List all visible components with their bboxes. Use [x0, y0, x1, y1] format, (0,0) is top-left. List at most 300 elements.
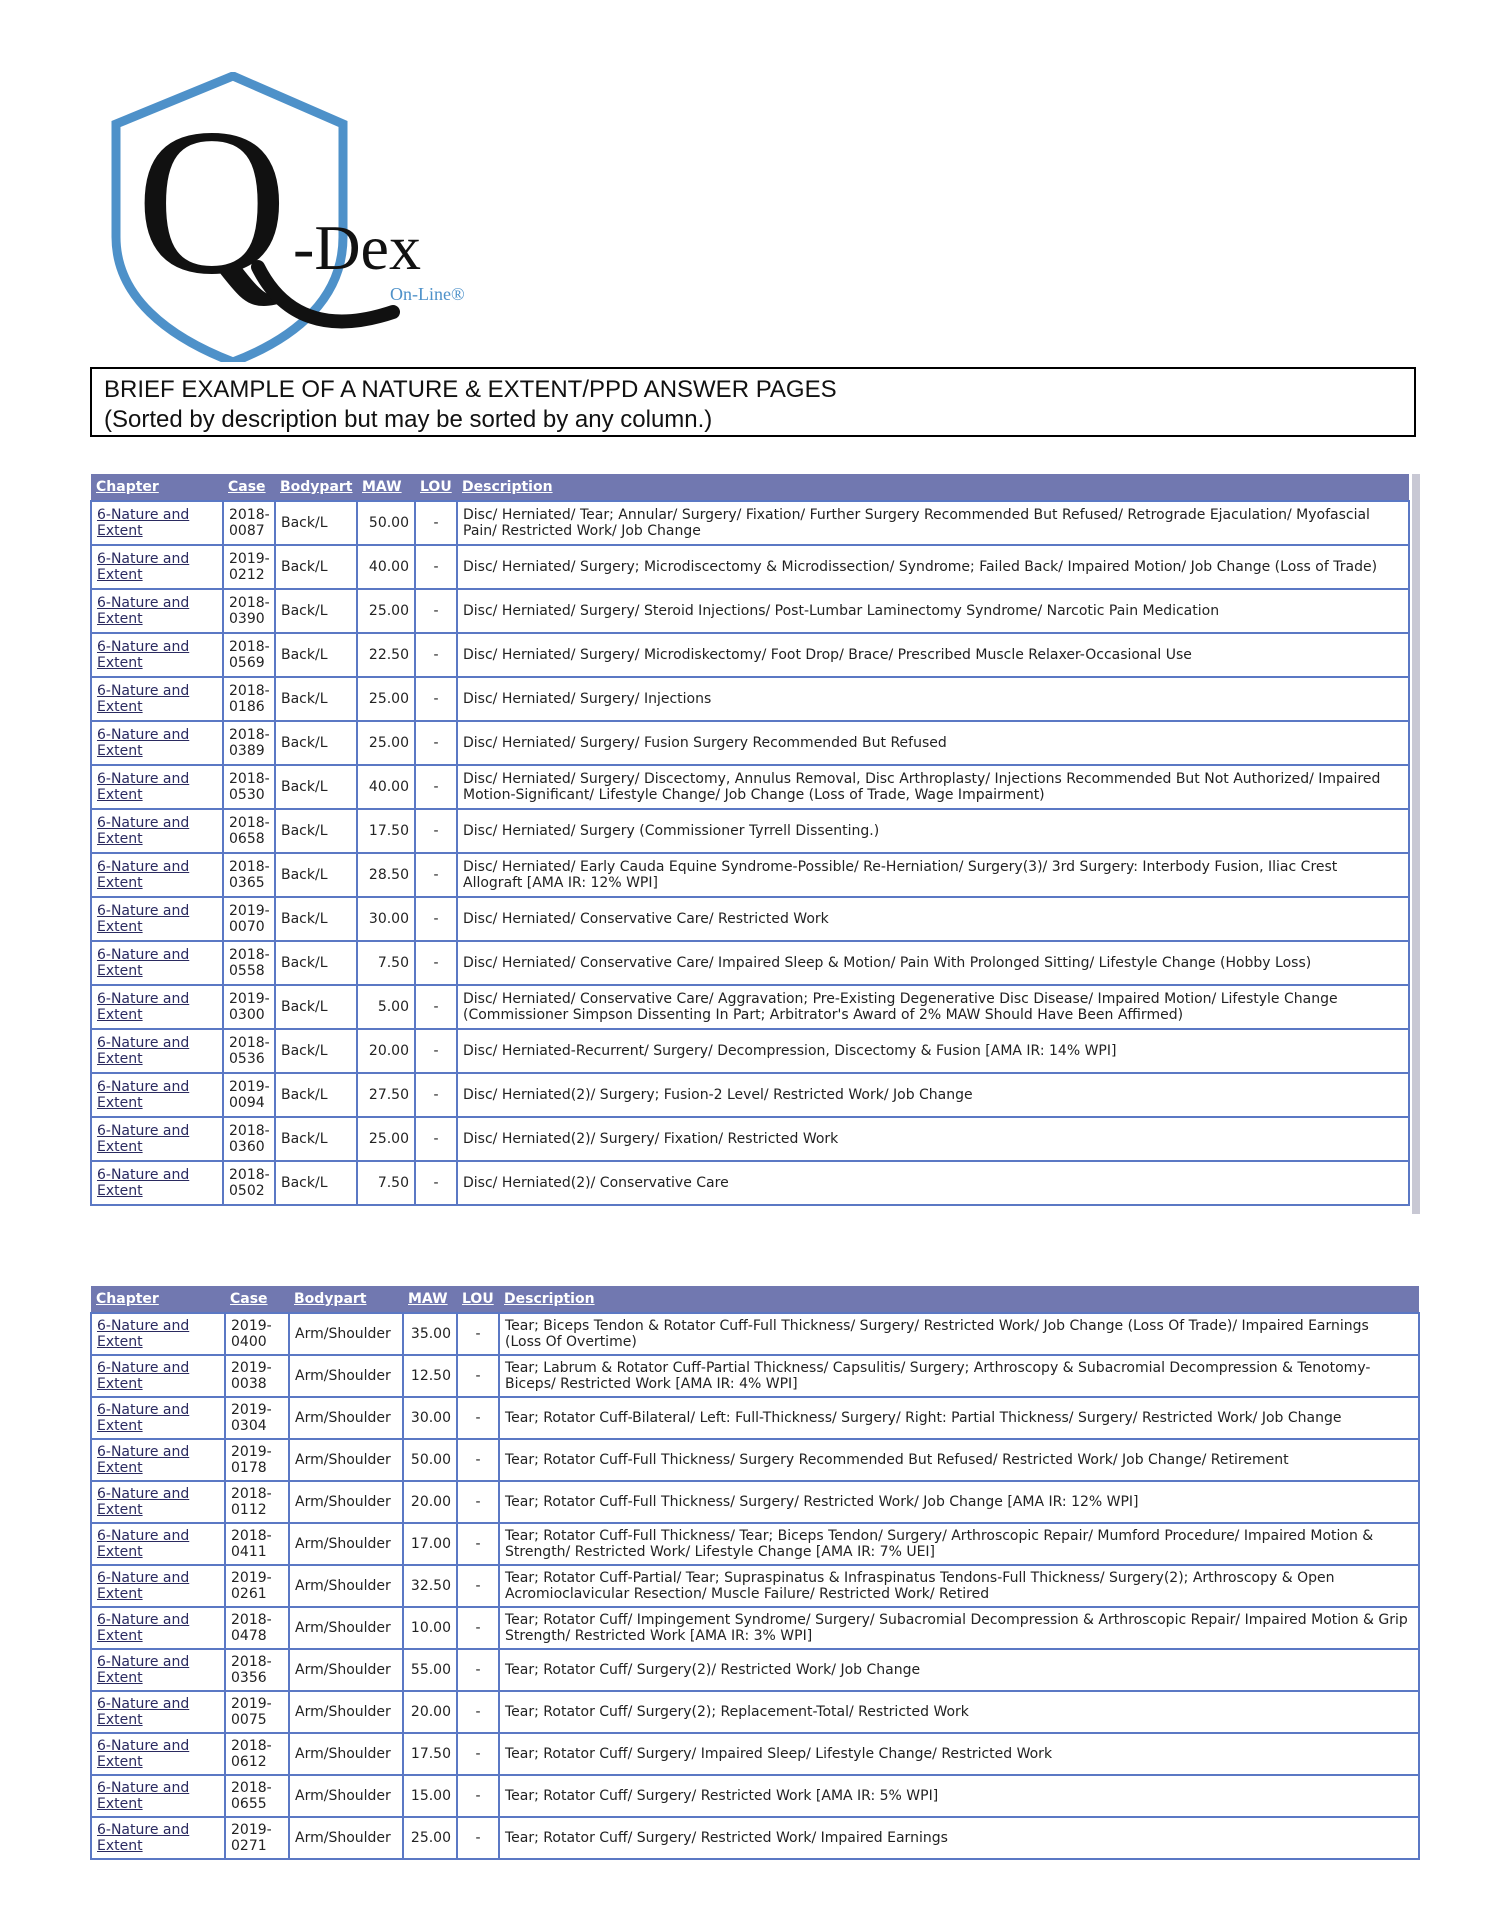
maw-cell: 20.00 [403, 1691, 457, 1733]
chapter-link[interactable] [97, 1444, 189, 1476]
description-line-1: Tear; Rotator Cuff-Full Thickness/ Surgery/ Restricted Work/ Job Change [AMA IR: 12% WPI] [505, 1494, 1139, 1510]
bodypart-cell: Arm/Shoulder [289, 1733, 403, 1775]
lou-cell: - [457, 1775, 499, 1817]
description-line-2: Allograft [AMA IR: 12% WPI] [463, 875, 658, 891]
case-number: 0536 [229, 1051, 265, 1067]
chapter-link-line-1: 6-Nature and [97, 1528, 190, 1544]
chapter-link-line-1: 6-Nature and [97, 859, 190, 875]
chapter-link[interactable] [97, 991, 189, 1023]
chapter-cell [91, 1523, 225, 1565]
lou-cell: - [415, 677, 457, 721]
bodypart-cell: Arm/Shoulder [289, 1355, 403, 1397]
description-line-1: Disc/ Herniated/ Surgery (Commissioner Tyrrell Dissenting.) [463, 823, 880, 839]
description-line-2: (Commissioner Simpson Dissenting In Part; Arbitrator's Award of 2% MAW Should Have Been Affirmed) [463, 1007, 1184, 1023]
case-number: 0478 [231, 1628, 267, 1644]
case-year: 2019- [231, 1822, 272, 1838]
chapter-link-line-2: Extent [97, 655, 143, 671]
maw-cell: 17.50 [357, 809, 415, 853]
case-number: 0038 [231, 1376, 267, 1392]
case-number: 0356 [231, 1670, 267, 1686]
lou-cell: - [457, 1355, 499, 1397]
bodypart-cell: Back/L [275, 501, 357, 545]
case-cell [223, 941, 275, 985]
q-dex-logo-graphic [108, 72, 498, 362]
lou-cell: - [415, 545, 457, 589]
chapter-link-line-1: 6-Nature and [97, 1402, 190, 1418]
case-number: 0087 [229, 523, 265, 539]
bodypart-cell: Back/L [275, 985, 357, 1029]
lou-cell: - [457, 1691, 499, 1733]
chapter-link-line-2: Extent [97, 1754, 143, 1770]
description-cell [499, 1607, 1419, 1649]
chapter-link-line-2: Extent [97, 523, 143, 539]
chapter-link-line-2: Extent [97, 1376, 143, 1392]
lou-cell: - [457, 1817, 499, 1859]
chapter-link[interactable] [97, 1822, 189, 1854]
chapter-cell [91, 941, 223, 985]
case-cell [225, 1649, 289, 1691]
chapter-link[interactable] [97, 1123, 189, 1155]
description-cell [457, 853, 1409, 897]
maw-column-header[interactable]: MAW [403, 1286, 457, 1313]
table-row [91, 1029, 1409, 1073]
case-number: 0112 [231, 1502, 267, 1518]
chapter-link-line-1: 6-Nature and [97, 1822, 190, 1838]
table-row [91, 1607, 1419, 1649]
maw-cell: 30.00 [403, 1397, 457, 1439]
table-row [91, 1649, 1419, 1691]
chapter-link-line-2: Extent [97, 743, 143, 759]
chapter-cell [91, 1161, 223, 1205]
maw-cell: 10.00 [403, 1607, 457, 1649]
chapter-cell [91, 985, 223, 1029]
table-row [91, 941, 1409, 985]
chapter-link[interactable] [97, 771, 189, 803]
maw-cell: 7.50 [357, 1161, 415, 1205]
chapter-link[interactable] [97, 551, 189, 583]
chapter-link[interactable] [97, 1612, 189, 1644]
logo-subtitle: On-Line® [390, 284, 465, 304]
description-cell [499, 1397, 1419, 1439]
bodypart-cell: Arm/Shoulder [289, 1607, 403, 1649]
chapter-link[interactable] [97, 1402, 189, 1434]
description-line-1: Disc/ Herniated(2)/ Surgery; Fusion-2 Level/ Restricted Work/ Job Change [463, 1087, 973, 1103]
chapter-link-line-1: 6-Nature and [97, 1612, 190, 1628]
lou-cell: - [415, 1117, 457, 1161]
maw-cell: 5.00 [357, 985, 415, 1029]
chapter-link-line-1: 6-Nature and [97, 947, 190, 963]
case-number: 0094 [229, 1095, 265, 1111]
lou-cell: - [415, 1161, 457, 1205]
chapter-cell [91, 1117, 223, 1161]
chapter-link[interactable] [97, 1780, 189, 1812]
table-row [91, 1161, 1409, 1205]
chapter-link-line-1: 6-Nature and [97, 1696, 190, 1712]
table-row [91, 985, 1409, 1029]
chapter-link-line-2: Extent [97, 1139, 143, 1155]
maw-cell: 30.00 [357, 897, 415, 941]
chapter-cell [91, 677, 223, 721]
lou-cell: - [457, 1565, 499, 1607]
case-column-header[interactable]: Case [225, 1286, 289, 1313]
maw-cell: 20.00 [357, 1029, 415, 1073]
maw-column-header[interactable]: MAW [357, 474, 415, 501]
description-cell [499, 1649, 1419, 1691]
lou-column-header[interactable]: LOU [457, 1286, 499, 1313]
chapter-link[interactable] [97, 1035, 189, 1067]
case-cell [223, 545, 275, 589]
chapter-link[interactable] [97, 1167, 189, 1199]
chapter-cell [91, 1607, 225, 1649]
lou-cell: - [415, 809, 457, 853]
description-cell [457, 1073, 1409, 1117]
bodypart-cell: Back/L [275, 545, 357, 589]
description-cell [457, 633, 1409, 677]
chapter-link[interactable] [97, 947, 189, 979]
case-number: 0261 [231, 1586, 267, 1602]
chapter-cell [91, 721, 223, 765]
chapter-cell [91, 501, 223, 545]
chapter-link-line-2: Extent [97, 1796, 143, 1812]
chapter-cell [91, 1565, 225, 1607]
case-cell [223, 677, 275, 721]
chapter-link-line-2: Extent [97, 699, 143, 715]
description-line-1: Disc/ Herniated/ Conservative Care/ Impaired Sleep & Motion/ Pain With Prolonged Sitting/ Lifestyle Change (Hobby Loss) [463, 955, 1312, 971]
description-line-1: Tear; Rotator Cuff/ Surgery(2); Replacement-Total/ Restricted Work [505, 1704, 969, 1720]
maw-cell: 20.00 [403, 1481, 457, 1523]
maw-cell: 32.50 [403, 1565, 457, 1607]
chapter-cell [91, 809, 223, 853]
chapter-link-line-2: Extent [97, 1586, 143, 1602]
case-column-header[interactable]: Case [223, 474, 275, 501]
case-number: 0300 [229, 1007, 265, 1023]
bodypart-column-header[interactable]: Bodypart [275, 474, 357, 501]
bodypart-cell: Back/L [275, 853, 357, 897]
description-line-1: Tear; Rotator Cuff-Partial/ Tear; Supraspinatus & Infraspinatus Tendons-Full Thickness/ Surgery(2); Arthroscopy & Open [505, 1570, 1335, 1586]
bodypart-cell: Arm/Shoulder [289, 1439, 403, 1481]
table-row [91, 1775, 1419, 1817]
description-cell [457, 589, 1409, 633]
bodypart-cell: Back/L [275, 809, 357, 853]
lou-cell: - [415, 589, 457, 633]
case-cell [223, 633, 275, 677]
description-cell [499, 1481, 1419, 1523]
chapter-link-line-2: Extent [97, 1051, 143, 1067]
chapter-column-header[interactable]: Chapter [91, 1286, 225, 1313]
table-row [91, 809, 1409, 853]
chapter-link-line-1: 6-Nature and [97, 1035, 190, 1051]
q-dex-logo [108, 72, 498, 362]
case-cell [223, 985, 275, 1029]
description-cell [457, 501, 1409, 545]
chapter-link[interactable] [97, 903, 189, 935]
lou-cell: - [457, 1481, 499, 1523]
description-line-1: Tear; Rotator Cuff/ Surgery/ Restricted Work [AMA IR: 5% WPI] [505, 1788, 939, 1804]
table-row [91, 765, 1409, 809]
case-number: 0186 [229, 699, 265, 715]
maw-cell: 12.50 [403, 1355, 457, 1397]
description-line-1: Disc/ Herniated/ Surgery/ Fusion Surgery Recommended But Refused [463, 735, 947, 751]
title-box [90, 367, 1416, 437]
case-cell [225, 1607, 289, 1649]
table-row [91, 633, 1409, 677]
maw-cell: 15.00 [403, 1775, 457, 1817]
bodypart-column-header[interactable]: Bodypart [289, 1286, 403, 1313]
chapter-cell [91, 1029, 223, 1073]
description-cell [499, 1775, 1419, 1817]
case-cell [225, 1817, 289, 1859]
case-year: 2019- [229, 903, 270, 919]
case-cell [225, 1775, 289, 1817]
bodypart-cell: Back/L [275, 589, 357, 633]
table-row [91, 1481, 1419, 1523]
description-line-1: Tear; Rotator Cuff-Full Thickness/ Tear; Biceps Tendon/ Surgery/ Arthroscopic Repair/ Mumford Procedure/ Impaired Motion & [505, 1528, 1374, 1544]
maw-cell: 25.00 [357, 1117, 415, 1161]
description-cell [457, 677, 1409, 721]
case-year: 2019- [231, 1570, 272, 1586]
bodypart-cell: Arm/Shoulder [289, 1565, 403, 1607]
chapter-link[interactable] [97, 683, 189, 715]
table-row [91, 501, 1409, 545]
maw-cell: 55.00 [403, 1649, 457, 1691]
case-number: 0502 [229, 1183, 265, 1199]
chapter-link[interactable] [97, 1486, 189, 1518]
description-line-2: (Loss Of Overtime) [505, 1334, 637, 1350]
chapter-cell [91, 1775, 225, 1817]
table-row [91, 589, 1409, 633]
case-year: 2018- [229, 771, 270, 787]
description-line-2: Acromioclavicular Resection/ Muscle Failure/ Restricted Work/ Retired [505, 1586, 990, 1602]
chapter-link[interactable] [97, 859, 189, 891]
case-cell [223, 1073, 275, 1117]
description-line-1: Disc/ Herniated/ Conservative Care/ Aggravation; Pre-Existing Degenerative Disc Disease/ Impaired Motion/ Lifestyle Change [463, 991, 1338, 1007]
description-column-header[interactable]: Description [457, 474, 1409, 501]
maw-cell: 27.50 [357, 1073, 415, 1117]
description-cell [457, 545, 1409, 589]
chapter-link-line-2: Extent [97, 1095, 143, 1111]
description-cell [457, 941, 1409, 985]
description-cell [457, 721, 1409, 765]
description-line-1: Tear; Rotator Cuff/ Surgery/ Restricted Work/ Impaired Earnings [505, 1830, 948, 1846]
shoulder-results-panel [90, 1286, 1420, 1866]
case-cell [225, 1523, 289, 1565]
case-year: 2018- [229, 595, 270, 611]
lou-cell: - [457, 1607, 499, 1649]
description-cell [457, 1029, 1409, 1073]
case-cell [223, 765, 275, 809]
description-cell [457, 1161, 1409, 1205]
chapter-link-line-1: 6-Nature and [97, 815, 190, 831]
back-results-table [90, 474, 1410, 1206]
description-line-1: Disc/ Herniated/ Conservative Care/ Restricted Work [463, 911, 829, 927]
chapter-link-line-2: Extent [97, 1460, 143, 1476]
chapter-link-line-2: Extent [97, 875, 143, 891]
vertical-scrollbar[interactable] [1412, 474, 1420, 1214]
chapter-cell [91, 589, 223, 633]
bodypart-cell: Back/L [275, 721, 357, 765]
chapter-link-line-2: Extent [97, 831, 143, 847]
case-number: 0530 [229, 787, 265, 803]
description-cell [499, 1691, 1419, 1733]
bodypart-cell: Arm/Shoulder [289, 1397, 403, 1439]
back-results-panel [90, 474, 1420, 1214]
bodypart-cell: Back/L [275, 765, 357, 809]
table-row [91, 853, 1409, 897]
chapter-cell [91, 1355, 225, 1397]
case-year: 2018- [229, 639, 270, 655]
maw-cell: 50.00 [357, 501, 415, 545]
chapter-link[interactable] [97, 727, 189, 759]
chapter-column-header[interactable]: Chapter [91, 474, 223, 501]
bodypart-cell: Arm/Shoulder [289, 1817, 403, 1859]
case-number: 0569 [229, 655, 265, 671]
case-number: 0360 [229, 1139, 265, 1155]
table-row [91, 1397, 1419, 1439]
description-cell [499, 1313, 1419, 1355]
chapter-link[interactable] [97, 1738, 189, 1770]
case-year: 2018- [231, 1780, 272, 1796]
chapter-link-line-1: 6-Nature and [97, 1738, 190, 1754]
description-line-1: Disc/ Herniated(2)/ Surgery/ Fixation/ Restricted Work [463, 1131, 839, 1147]
case-number: 0389 [229, 743, 265, 759]
table-row [91, 677, 1409, 721]
description-cell [499, 1733, 1419, 1775]
description-line-2: Motion-Significant/ Lifestyle Change/ Job Change (Loss of Trade, Wage Impairment) [463, 787, 1045, 803]
chapter-cell [91, 633, 223, 677]
chapter-link[interactable] [97, 1654, 189, 1686]
chapter-link[interactable] [97, 507, 189, 539]
maw-cell: 40.00 [357, 545, 415, 589]
chapter-link-line-1: 6-Nature and [97, 771, 190, 787]
maw-cell: 25.00 [357, 677, 415, 721]
chapter-link-line-2: Extent [97, 1502, 143, 1518]
description-line-1: Disc/ Herniated/ Surgery/ Microdiskectomy/ Foot Drop/ Brace/ Prescribed Muscle Relaxer-Occasional Use [463, 647, 1192, 663]
logo-name: -Dex [293, 212, 421, 283]
chapter-cell [91, 897, 223, 941]
case-number: 0400 [231, 1334, 267, 1350]
chapter-link[interactable] [97, 1318, 189, 1350]
bodypart-cell: Arm/Shoulder [289, 1691, 403, 1733]
bodypart-cell: Arm/Shoulder [289, 1523, 403, 1565]
case-cell [223, 501, 275, 545]
lou-column-header[interactable]: LOU [415, 474, 457, 501]
chapter-link-line-1: 6-Nature and [97, 683, 190, 699]
maw-cell: 50.00 [403, 1439, 457, 1481]
case-year: 2018- [231, 1528, 272, 1544]
title-line-2: (Sorted by description but may be sorted by any column.) [104, 406, 713, 433]
chapter-link-line-2: Extent [97, 1183, 143, 1199]
chapter-link-line-1: 6-Nature and [97, 1360, 190, 1376]
chapter-link-line-1: 6-Nature and [97, 1079, 190, 1095]
chapter-cell [91, 1397, 225, 1439]
table-row [91, 721, 1409, 765]
case-cell [225, 1313, 289, 1355]
table-row [91, 1523, 1419, 1565]
lou-cell: - [457, 1313, 499, 1355]
chapter-link-line-2: Extent [97, 1544, 143, 1560]
table-row [91, 1313, 1419, 1355]
maw-cell: 22.50 [357, 633, 415, 677]
lou-cell: - [415, 853, 457, 897]
lou-cell: - [415, 765, 457, 809]
table-row [91, 1073, 1409, 1117]
maw-cell: 17.50 [403, 1733, 457, 1775]
table-row [91, 897, 1409, 941]
table-row [91, 1733, 1419, 1775]
maw-cell: 35.00 [403, 1313, 457, 1355]
description-line-2: Strength/ Restricted Work/ Lifestyle Change [AMA IR: 7% UEI] [505, 1544, 936, 1560]
case-cell [223, 1029, 275, 1073]
chapter-link[interactable] [97, 639, 189, 671]
description-line-2: Pain/ Restricted Work/ Job Change [463, 523, 701, 539]
chapter-link-line-2: Extent [97, 1334, 143, 1350]
maw-cell: 25.00 [403, 1817, 457, 1859]
description-line-1: Disc/ Herniated/ Early Cauda Equine Syndrome-Possible/ Re-Herniation/ Surgery(3)/ 3rd Surgery: Interbody Fusion, Iliac Crest [463, 859, 1338, 875]
bodypart-cell: Arm/Shoulder [289, 1775, 403, 1817]
chapter-link-line-2: Extent [97, 963, 143, 979]
table-row [91, 1565, 1419, 1607]
chapter-link-line-2: Extent [97, 1670, 143, 1686]
description-line-2: Biceps/ Restricted Work [AMA IR: 4% WPI] [505, 1376, 798, 1392]
table-row [91, 1117, 1409, 1161]
case-cell [225, 1733, 289, 1775]
bodypart-cell: Back/L [275, 677, 357, 721]
chapter-link-line-1: 6-Nature and [97, 639, 190, 655]
case-cell [223, 1117, 275, 1161]
lou-cell: - [457, 1649, 499, 1691]
case-year: 2018- [229, 1035, 270, 1051]
title-line-1: BRIEF EXAMPLE OF A NATURE & EXTENT/PPD ANSWER PAGES [104, 376, 837, 403]
chapter-link-line-1: 6-Nature and [97, 1123, 190, 1139]
chapter-link-line-1: 6-Nature and [97, 1486, 190, 1502]
chapter-link-line-1: 6-Nature and [97, 595, 190, 611]
chapter-link-line-1: 6-Nature and [97, 1444, 190, 1460]
chapter-link[interactable] [97, 595, 189, 627]
bodypart-cell: Back/L [275, 897, 357, 941]
shoulder-results-table [90, 1286, 1420, 1860]
chapter-cell [91, 765, 223, 809]
description-cell [499, 1523, 1419, 1565]
case-year: 2019- [229, 1079, 270, 1095]
chapter-link[interactable] [97, 1360, 189, 1392]
chapter-link-line-1: 6-Nature and [97, 1167, 190, 1183]
description-line-1: Disc/ Herniated-Recurrent/ Surgery/ Decompression, Discectomy & Fusion [AMA IR: 14% WPI] [463, 1043, 1117, 1059]
chapter-link[interactable] [97, 815, 189, 847]
chapter-link[interactable] [97, 1079, 189, 1111]
case-number: 0178 [231, 1460, 267, 1476]
description-column-header[interactable]: Description [499, 1286, 1419, 1313]
bodypart-cell: Back/L [275, 1161, 357, 1205]
description-cell [499, 1355, 1419, 1397]
chapter-cell [91, 1733, 225, 1775]
chapter-cell [91, 1817, 225, 1859]
chapter-link[interactable] [97, 1570, 189, 1602]
maw-cell: 28.50 [357, 853, 415, 897]
description-cell [499, 1439, 1419, 1481]
chapter-cell [91, 1439, 225, 1481]
bodypart-cell: Arm/Shoulder [289, 1481, 403, 1523]
case-cell [225, 1691, 289, 1733]
chapter-link[interactable] [97, 1528, 189, 1560]
case-number: 0365 [229, 875, 265, 891]
case-number: 0271 [231, 1838, 267, 1854]
case-year: 2018- [231, 1738, 272, 1754]
chapter-link[interactable] [97, 1696, 189, 1728]
bodypart-cell: Arm/Shoulder [289, 1649, 403, 1691]
chapter-cell [91, 545, 223, 589]
table-header-row [91, 474, 1409, 501]
case-number: 0658 [229, 831, 265, 847]
